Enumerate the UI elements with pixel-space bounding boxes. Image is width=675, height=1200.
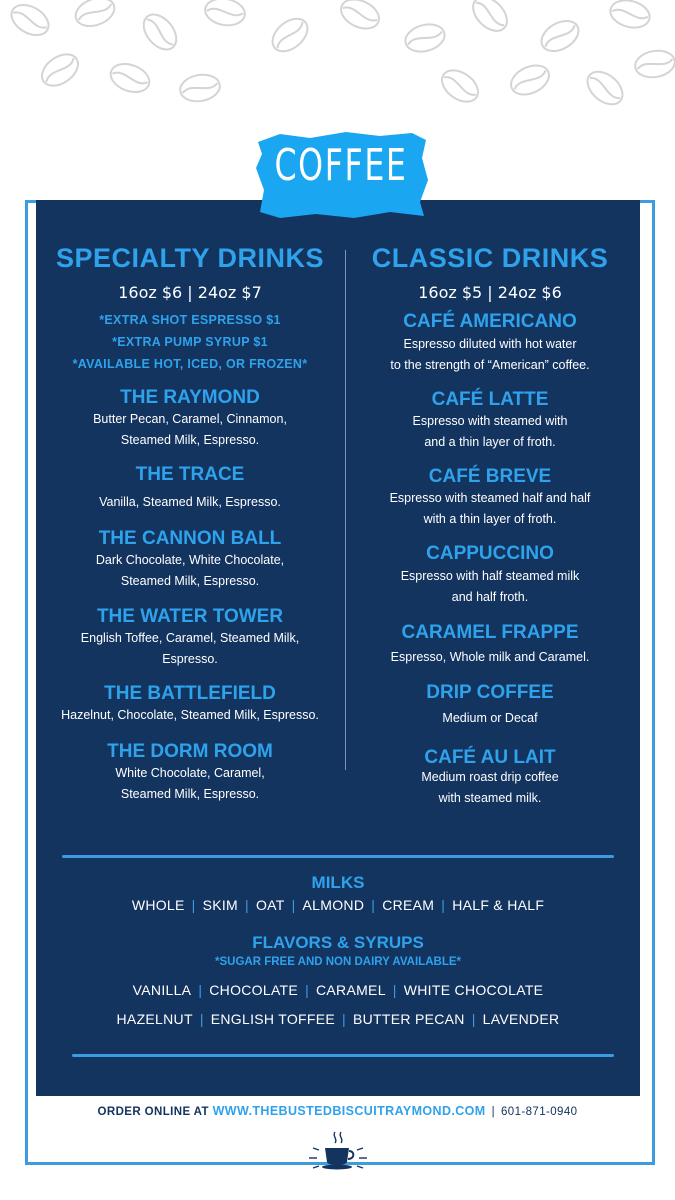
flavor-option: CARAMEL <box>316 982 386 998</box>
coffee-cup-icon <box>305 1128 371 1172</box>
classic-price: 16oz $5 | 24oz $6 <box>418 283 562 302</box>
menu-item-desc: Espresso with steamed with and a thin layer of froth. <box>412 414 568 449</box>
menu-item-desc: Dark Chocolate, White Chocolate, Steamed Milk, Espresso. <box>95 553 285 588</box>
flavor-option: HAZELNUT <box>116 1011 193 1027</box>
menu-item-desc: White Chocolate, Caramel, Steamed Milk, Espresso. <box>115 766 265 801</box>
milk-option: SKIM <box>202 897 239 913</box>
menu-item-name: CAFÉ AU LAIT <box>424 747 556 768</box>
column-divider <box>345 250 346 770</box>
flavor-option: BUTTER PECAN <box>352 1011 465 1027</box>
availability-note: *AVAILABLE HOT, ICED, OR FROZEN* <box>72 357 308 371</box>
menu-item-desc: Butter Pecan, Caramel, Cinnamon, Steamed Milk, Espresso. <box>93 412 287 447</box>
flavor-option: ENGLISH TOFFEE <box>210 1011 336 1027</box>
menu-item-name: CAPPUCCINO <box>426 543 554 564</box>
milk-option: OAT <box>255 897 285 913</box>
footer-contact: ORDER ONLINE AT WWW.THEBUSTEDBISCUITRAYMOND.COM | 601-871-0940 <box>97 1104 578 1118</box>
specialty-heading: SPECIALTY DRINKS <box>55 243 325 273</box>
flavor-option: WHITE CHOCOLATE <box>403 982 544 998</box>
section-divider <box>72 1054 614 1057</box>
milk-option: HALF & HALF <box>452 897 545 913</box>
flavors-title: FLAVORS & SYRUPS <box>252 933 424 952</box>
milk-options: WHOLE | SKIM | OAT | ALMOND | CREAM | HALF & HALF <box>131 897 545 913</box>
flavor-option: VANILLA <box>132 982 192 998</box>
menu-item-name: THE CANNON BALL <box>98 528 282 549</box>
menu-item-name: CARAMEL FRAPPE <box>401 622 579 643</box>
menu-item-name: CAFÉ BREVE <box>428 466 552 487</box>
menu-item-desc: Espresso diluted with hot water to the strength of “American” coffee. <box>390 337 590 372</box>
menu-item-name: DRIP COFFEE <box>426 682 554 703</box>
flavor-options-row-2: HAZELNUT | ENGLISH TOFFEE | BUTTER PECAN | LAVENDER <box>116 1011 560 1027</box>
milks-title: MILKS <box>311 873 365 892</box>
menu-item-desc: Espresso, Whole milk and Caramel. <box>390 650 590 664</box>
menu-item-name: THE RAYMOND <box>120 387 260 408</box>
menu-item-desc: Espresso with steamed half and half with a thin layer of froth. <box>389 491 591 526</box>
menu-item-desc: Espresso with half steamed milk and half froth. <box>400 569 580 604</box>
order-online-label: ORDER ONLINE AT <box>97 1106 209 1118</box>
milk-option: ALMOND <box>302 897 365 913</box>
menu-item-name: THE WATER TOWER <box>96 606 284 627</box>
menu-item-name: CAFÉ LATTE <box>431 389 549 410</box>
milk-option: CREAM <box>382 897 435 913</box>
section-divider <box>62 855 614 858</box>
flavor-options-row-1: VANILLA | CHOCOLATE | CARAMEL | WHITE CHOCOLATE <box>132 982 544 998</box>
page-title: COFFEE <box>274 140 408 191</box>
specialty-price: 16oz $6 | 24oz $7 <box>118 283 262 302</box>
classic-heading: CLASSIC DRINKS <box>371 243 609 273</box>
milk-option: WHOLE <box>131 897 185 913</box>
flavor-option: CHOCOLATE <box>209 982 299 998</box>
extra-shot-note: *EXTRA SHOT ESPRESSO $1 <box>99 313 281 327</box>
website-link[interactable]: WWW.THEBUSTEDBISCUITRAYMOND.COM <box>212 1104 486 1118</box>
menu-item-desc: Medium roast drip coffee with steamed milk. <box>421 770 559 805</box>
flavors-note: *SUGAR FREE AND NON DAIRY AVAILABLE* <box>215 956 461 968</box>
menu-item-desc: Hazelnut, Chocolate, Steamed Milk, Espresso. <box>61 708 319 722</box>
menu-item-name: THE TRACE <box>135 464 245 485</box>
extra-syrup-note: *EXTRA PUMP SYRUP $1 <box>112 335 268 349</box>
flavor-option: LAVENDER <box>482 1011 560 1027</box>
menu-item-name: THE DORM ROOM <box>107 741 273 762</box>
menu-item-desc: English Toffee, Caramel, Steamed Milk, Espresso. <box>80 631 300 666</box>
menu-item-name: THE BATTLEFIELD <box>104 683 276 704</box>
menu-item-desc: Vanilla, Steamed Milk, Espresso. <box>99 495 281 509</box>
phone-number[interactable]: 601-871-0940 <box>501 1106 578 1118</box>
menu-item-desc: Medium or Decaf <box>442 711 538 725</box>
menu-item-name: CAFÉ AMERICANO <box>403 311 577 332</box>
